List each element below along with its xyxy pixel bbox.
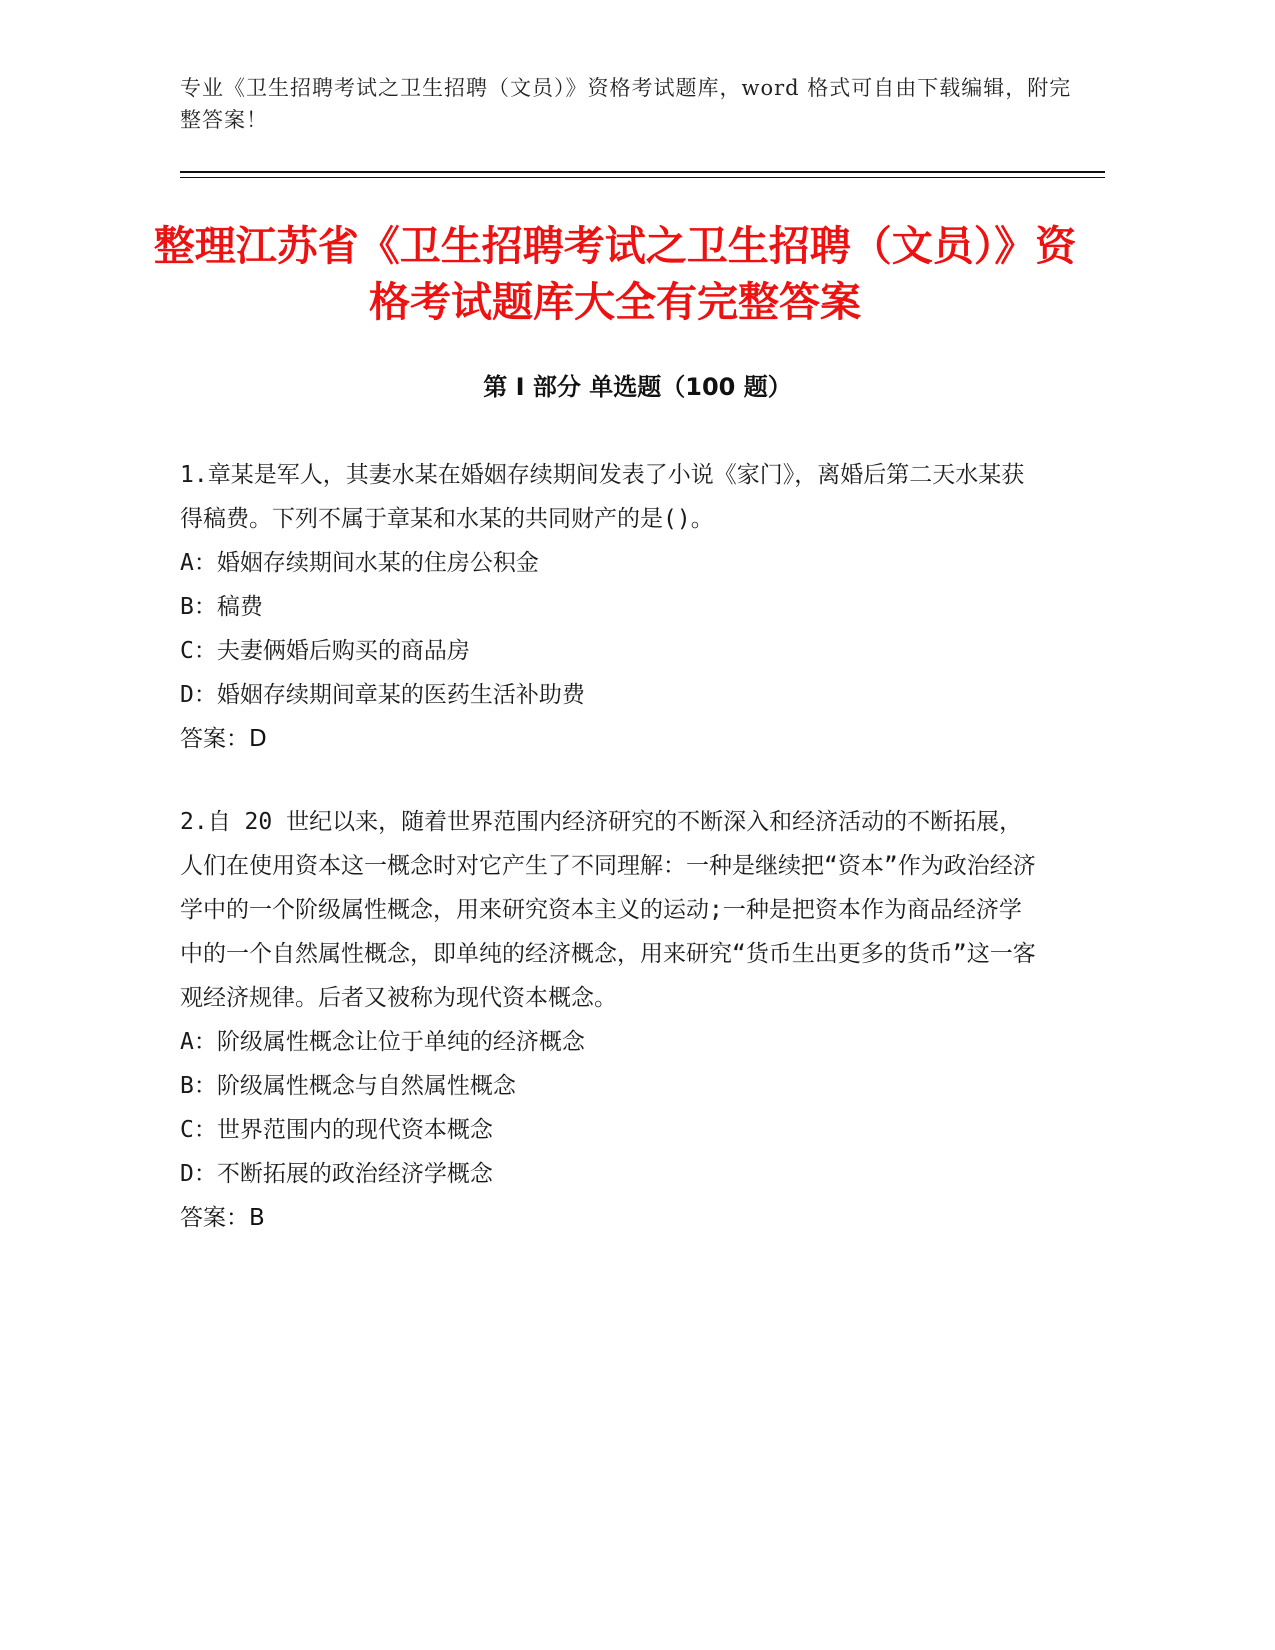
- header-divider-thick: [180, 171, 1105, 173]
- option-letter: C：: [180, 638, 217, 664]
- option-c: [180, 629, 1040, 673]
- option-text: 夫妻俩婚后购买的商品房: [216, 638, 470, 664]
- option-letter: D：: [180, 682, 217, 708]
- option-letter: A：: [180, 550, 217, 576]
- header-note: 专业《卫生招聘考试之卫生招聘（文员）》资格考试题库，word 格式可自由下载编辑，附完整答案！: [180, 76, 1072, 132]
- option-d: [180, 673, 1040, 717]
- option-letter: B：: [180, 594, 217, 620]
- option-a: [180, 541, 1040, 585]
- option-c: [180, 1108, 1040, 1152]
- question-stem: 1.章某是军人，其妻水某在婚姻存续期间发表了小说《家门》，离婚后第二天水某获得稿费。下列不属于章某和水某的共同财产的是()。: [180, 462, 1025, 532]
- option-b: [180, 1064, 1040, 1108]
- option-b: [180, 585, 1040, 629]
- option-text: 世界范围内的现代资本概念: [216, 1117, 493, 1143]
- option-a: [180, 1020, 1040, 1064]
- answer-line: 答案：D: [180, 726, 267, 752]
- option-text: 阶级属性概念让位于单纯的经济概念: [216, 1029, 585, 1055]
- option-letter: C：: [180, 1117, 217, 1143]
- option-text: 不断拓展的政治经济学概念: [216, 1161, 493, 1187]
- question-2: [180, 800, 1040, 1240]
- header-divider-thin: [180, 177, 1105, 178]
- option-text: 婚姻存续期间水某的住房公积金: [216, 550, 539, 576]
- option-letter: B：: [180, 1073, 217, 1099]
- option-text: 阶级属性概念与自然属性概念: [216, 1073, 516, 1099]
- option-letter: D：: [180, 1161, 217, 1187]
- option-letter: A：: [180, 1029, 217, 1055]
- section-heading: 第 I 部分 单选题（100 题）: [483, 373, 792, 401]
- option-text: 稿费: [216, 594, 263, 620]
- option-d: [180, 1152, 1040, 1196]
- answer-line: 答案：B: [180, 1205, 265, 1231]
- document-title: 整理江苏省《卫生招聘考试之卫生招聘（文员）》资格考试题库大全有完整答案: [153, 222, 1077, 326]
- question-stem: 2.自 20 世纪以来，随着世界范围内经济研究的不断深入和经济活动的不断拓展，人们在使用资本这一概念时对它产生了不同理解：一种是继续把“资本”作为政治经济学中的一个阶级属性概念，用来研究资本主义的运动;一种是把资本作为商品经济学中的一个自然属性概念，即单纯的经济概念，用来研究“货币生出更多的货币”这一客观经济规律。后者又被称为现代资本概念。: [180, 809, 1036, 1011]
- question-1: [180, 453, 1040, 761]
- option-text: 婚姻存续期间章某的医药生活补助费: [216, 682, 585, 708]
